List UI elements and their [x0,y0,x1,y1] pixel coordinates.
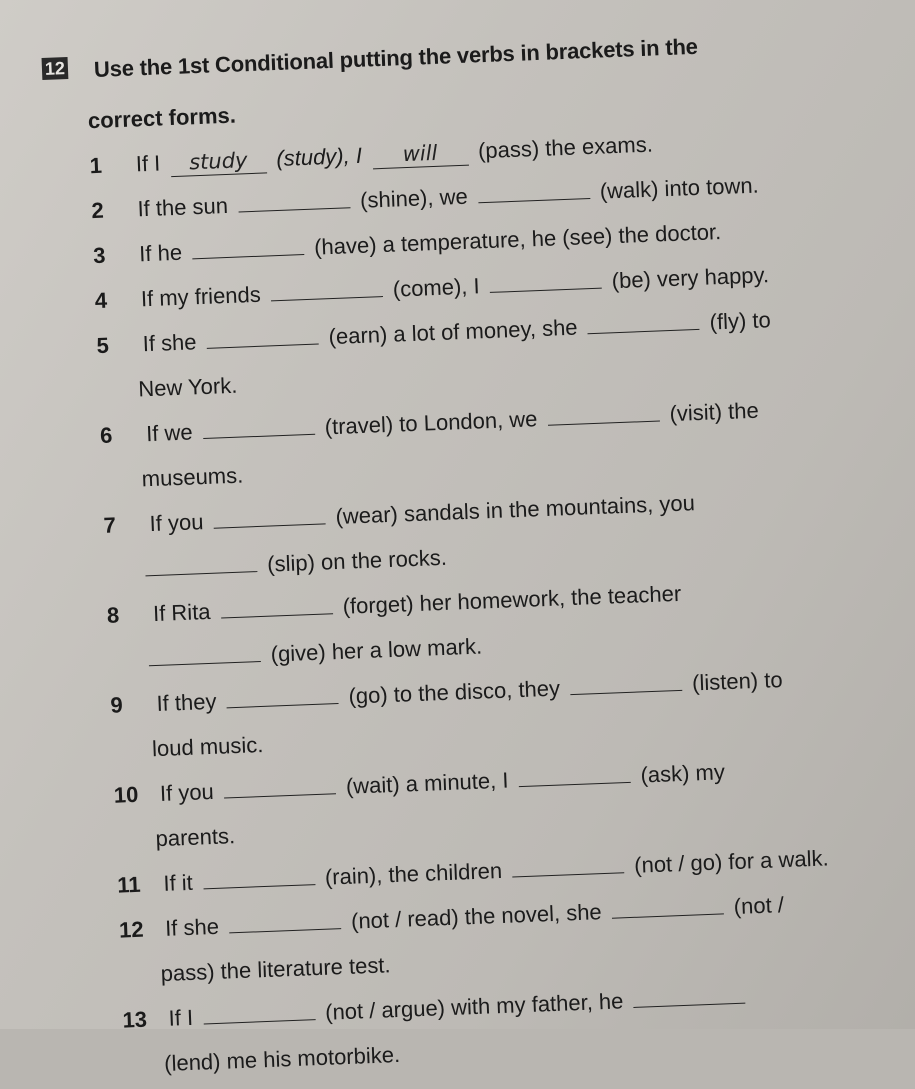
item-text-b: (wait) a minute, I [345,767,509,799]
answer-blank[interactable] [203,997,316,1024]
item-text-a: If they [156,688,217,717]
item-text-c: (visit) the [669,397,760,427]
item-text-b: (go) to the disco, they [348,675,561,709]
item-text-a: If Rita [152,598,211,627]
answer-blank[interactable] [237,185,350,212]
item-number: 8 [106,602,120,628]
item-number: 2 [90,197,105,224]
item-number: 11 [116,871,142,898]
exercise-number-badge: 12 [42,57,69,80]
answer-blank[interactable] [512,850,625,877]
answer-blank[interactable] [270,274,383,301]
item-text-a: If I [135,150,161,177]
item-text-a: If I [168,1004,194,1031]
answer-blank[interactable] [148,639,261,666]
item-text-b: (not / argue) with my father, he [324,988,624,1025]
item-text-a: If you [159,778,215,806]
answer-blank[interactable] [223,771,336,798]
exercise-lines [87,68,904,1087]
item-text-b: (come), I [392,273,481,302]
item-text-a: If the sun [137,192,229,222]
item-text-cont: (give) her a low mark. [270,633,483,667]
item-text-cont: (lend) me his motorbike. [163,1041,401,1076]
worksheet [40,0,862,1076]
instruction-line-1: Use the 1st Conditional putting the verbs in brackets in the [93,33,699,82]
instruction-line-2: correct forms. [87,102,237,134]
answer-blank[interactable] [477,176,590,203]
exercise-header [40,0,862,82]
item-number: 3 [92,242,106,269]
answer-blank-filled[interactable]: will [372,143,469,170]
item-number: 4 [94,287,108,314]
item-text-b: (forget) her homework, the teacher [342,580,682,619]
answer-blank[interactable] [206,322,319,349]
answer-blank[interactable] [633,981,746,1008]
item-text-a: If you [149,509,204,537]
item-text-c: (pass) the exams. [477,131,654,164]
item-text-cont: museums. [141,462,244,492]
item-number: 5 [96,332,110,359]
item-number: 9 [109,692,124,718]
item-text-c: (walk) into town. [599,172,760,204]
answer-blank[interactable] [213,501,326,528]
answer-blank[interactable] [145,549,258,576]
answer-blank[interactable] [192,232,305,259]
item-text-c: (listen) to [691,666,784,696]
item-number: 1 [89,152,103,179]
answer-blank[interactable] [547,399,660,426]
item-text-a: If my friends [140,281,262,312]
item-text-b: (rain), the children [324,857,503,890]
item-number: 6 [99,422,113,448]
answer-blank[interactable] [518,760,631,787]
item-text-a: If he [138,239,183,267]
answer-blank[interactable] [220,591,333,618]
item-text-a: If she [164,913,220,941]
item-text-c: (ask) my [640,759,726,788]
item-text-a: If it [162,869,194,896]
item-text-cont: parents. [155,823,236,852]
answer-blank[interactable] [202,412,315,439]
item-number: 12 [118,916,145,943]
answer-blank[interactable] [226,681,339,708]
item-text-b: (have) a temperature, he (see) the doctor. [313,219,722,260]
answer-blank[interactable] [489,266,602,293]
item-text-b: (earn) a lot of money, she [328,314,578,350]
item-text-b: (travel) to London, we [324,406,538,440]
item-text-b: (study), I [275,142,363,172]
item-number: 7 [103,512,117,538]
item-text-c: (not / go) for a walk. [633,845,830,878]
answer-blank[interactable] [228,906,341,933]
answer-blank[interactable] [569,668,682,695]
answer-blank[interactable] [587,307,700,334]
item-text-c: (fly) to [709,307,772,335]
answer-blank-filled[interactable]: study [170,150,267,177]
item-text-cont: loud music. [151,731,264,762]
item-text-c: (be) very happy. [611,262,770,294]
item-text-c: (not / [733,892,785,920]
item-number: 10 [113,781,139,808]
item-text-b: (shine), we [359,183,469,213]
item-number: 13 [122,1006,148,1033]
item-text-cont: pass) the literature test. [160,952,391,987]
answer-blank[interactable] [202,862,315,889]
item-text-cont: (slip) on the rocks. [266,544,448,577]
item-text-b: (wear) sandals in the mountains, you [335,490,696,530]
item-text-a: If we [145,419,194,447]
item-text-a: If she [142,329,197,357]
answer-blank[interactable] [611,891,724,918]
item-text-b: (not / read) the novel, she [350,899,603,934]
item-text-cont: New York. [137,372,238,402]
